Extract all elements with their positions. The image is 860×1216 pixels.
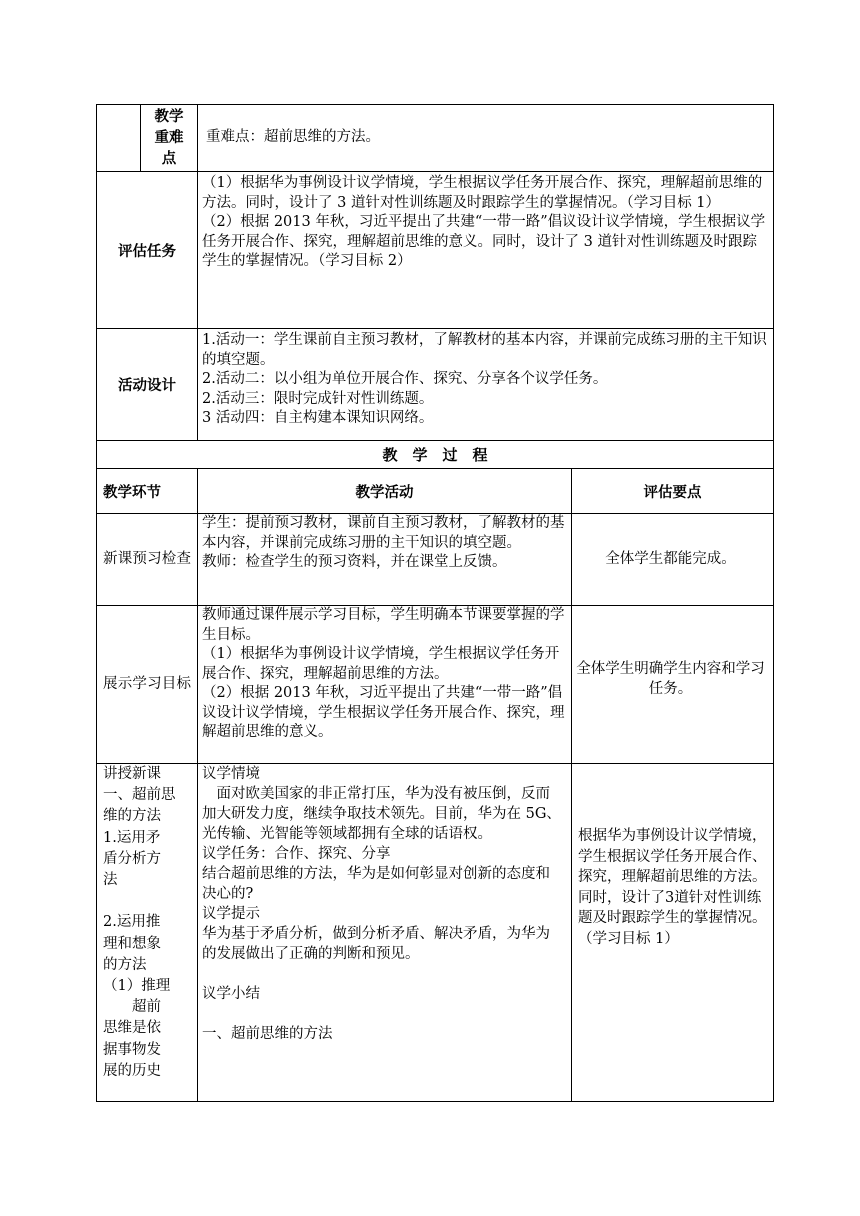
focus-label-line: 点 (161, 151, 177, 167)
focus-content (206, 105, 767, 171)
stage-text: 新课预习检查 (103, 550, 191, 567)
stage-line: 展的历史 (103, 1062, 161, 1079)
activity-design-item: 2.活动二：以小组为单位开展合作、探究、分享各个议学任务。 (202, 371, 608, 387)
points-cell (576, 514, 765, 605)
activity-cell (202, 764, 562, 1101)
points-cell (576, 606, 765, 763)
column-header-points-text: 评估要点 (643, 484, 702, 501)
stage-line: 理和想象 (103, 935, 161, 952)
stage-line: （1）推理 (103, 978, 171, 995)
activity-paragraph: （1）根据华为事例设计议学情境，学生根据议学任务开展合作、探究，理解超前思维的方法。 (202, 646, 560, 682)
activity-paragraph: 议学任务：合作、探究、分享 (202, 846, 391, 862)
focus-label-line: 教学 (154, 109, 184, 125)
stage-line: 讲授新课 (103, 766, 161, 782)
activity-paragraph: 议学提示 (202, 906, 260, 922)
assessment-label (97, 172, 197, 328)
stage-line: 法 (103, 872, 118, 889)
activity-paragraph: 结合超前思维的方法，华为是如何彰显对创新的态度和决心的? (202, 866, 550, 902)
stage-line: 2.运用推 (103, 914, 161, 931)
activity-design-item: 3 活动四：自主构建本课知识网络。 (202, 410, 434, 426)
column-header-activity (198, 469, 571, 513)
focus-label-line: 重难 (154, 130, 184, 146)
stage-line: 据事物发 (103, 1041, 161, 1058)
stage-line: 的方法 (103, 956, 147, 973)
focus-label (141, 105, 197, 171)
stage-text: 展示学习目标 (103, 675, 191, 692)
stage-cell (103, 764, 193, 1101)
activity-design-label-text: 活动设计 (118, 378, 176, 394)
points-cell (578, 764, 767, 1101)
activity-paragraph: 议学小结 (202, 986, 260, 1002)
activity-paragraph: 华为基于矛盾分析，做到分析矛盾、解决矛盾，为华为的发展做出了正确的判断和预见。 (202, 926, 550, 962)
focus-row (96, 104, 774, 172)
table-row (96, 764, 774, 1102)
stage-line: 维的方法 (103, 808, 161, 825)
activity-paragraph: 教师通过课件展示学习目标，学生明确本节课要掌握的学生目标。 (202, 607, 565, 643)
stage-cell (103, 606, 191, 763)
lesson-plan-table (96, 104, 774, 1102)
activity-paragraph: 面对欧美国家的非正常打压，华为没有被压倒，反而加大研发力度，继续争取技术领先。目前，华为在 5G、光传输、光智能等领域都拥有全球的话语权。 (202, 786, 561, 842)
activity-design-row (96, 329, 774, 441)
column-header-stage (103, 469, 197, 513)
activity-design-item: 2.活动三：限时完成针对性训练题。 (202, 390, 434, 407)
activity-paragraph (202, 964, 562, 984)
process-title (97, 441, 773, 468)
points-text: 全体学生都能完成。 (605, 550, 736, 567)
stage-line: 一、超前思 (103, 787, 176, 804)
column-header-points (572, 469, 773, 513)
activity-paragraph (202, 1004, 562, 1024)
assessment-content (202, 172, 767, 328)
activity-paragraph: 一、超前思维的方法 (202, 1026, 333, 1042)
process-title-row (96, 441, 774, 469)
activity-paragraph: 学生：提前预习教材，课前自主预习教材，了解教材的基本内容，并课前完成练习册的主干知识的填空题。 (202, 515, 565, 551)
column-header-stage-text: 教学环节 (103, 484, 161, 501)
assessment-item: （1）根据华为事例设计议学情境，学生根据议学任务开展合作、探究，理解超前思维的方法。同时，设计了 3 道针对性训练题及时跟踪学生的掌握情况。（学习目标 1） (202, 175, 763, 211)
activity-design-content (202, 329, 767, 440)
assessment-label-text: 评估任务 (118, 243, 176, 260)
stage-line: 1.运用矛 (103, 829, 161, 846)
activity-cell (202, 606, 566, 763)
process-title-text: 教 学 过 程 (382, 446, 488, 464)
stage-cell (103, 514, 191, 605)
column-header-row (96, 469, 774, 514)
table-row (96, 606, 774, 764)
stage-line: 盾分析方 (103, 850, 161, 867)
focus-content-text: 重难点：超前思维的方法。 (206, 129, 380, 146)
stage-line (103, 891, 193, 912)
activity-paragraph: 议学情境 (202, 766, 260, 782)
activity-design-item: 1.活动一：学生课前自主预习教材，了解教材的基本内容，并课前完成练习册的主干知识的填空题。 (202, 332, 767, 368)
activity-paragraph: 教师：检查学生的预习资料，并在课堂上反馈。 (202, 554, 507, 570)
assessment-row (96, 172, 774, 329)
activity-design-label (97, 329, 197, 440)
activity-paragraph: （2）根据 2013 年秋，习近平提出了共建“一带一路”倡议设计议学情境，学生根据议学任务开展合作、探究，理解超前思维的意义。 (202, 685, 565, 740)
column-header-activity-text: 教学活动 (355, 484, 414, 501)
points-text: 全体学生明确学生内容和学习任务。 (576, 661, 765, 697)
points-text: 根据华为事例设计议学情境，学生根据议学任务开展合作、探究，理解超前思维的方法。同时，设计了3道针对性训练题及时跟踪学生的掌握情况。（学习目标 1） (578, 828, 767, 947)
activity-cell (202, 514, 566, 605)
stage-line: 思维是依 (103, 1020, 161, 1037)
assessment-item: （2）根据 2013 年秋，习近平提出了共建“一带一路”倡议设计议学情境，学生根据议学任务开展合作、探究，理解超前思维的意义。同时，设计了 3 道针对性训练题及时跟踪学生的掌握情况。（学习目标 2） (202, 214, 766, 269)
table-row (96, 514, 774, 606)
stage-line: 超前 (103, 999, 161, 1016)
